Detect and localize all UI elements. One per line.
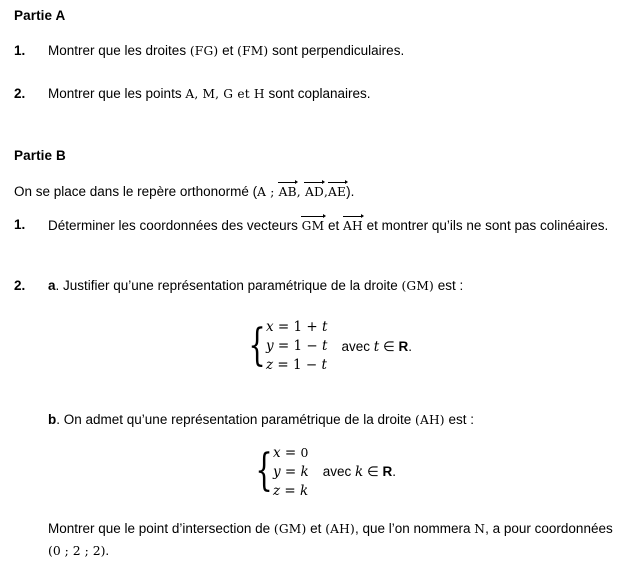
points-list: A, M, G et H <box>185 87 265 101</box>
condition-prefix: avec <box>341 338 374 354</box>
vector-ah <box>343 214 363 237</box>
equation-rhs: = <box>280 445 301 461</box>
condition-prefix: avec <box>322 464 356 479</box>
intro-text-before: On se place dans le repère orthonormé ( <box>14 184 258 199</box>
item-text-before: Montrer que les droites <box>48 43 190 58</box>
sub-question-b-text <box>48 409 608 431</box>
repere-intro-paragraph <box>14 180 609 203</box>
intro-text-after: ). <box>346 184 355 199</box>
item-text-before: Montrer que les points <box>48 86 186 101</box>
condition-suffix: . <box>408 338 412 354</box>
item-text-mid: et <box>324 218 344 233</box>
line-fg: (FG) <box>189 44 219 58</box>
variable-y: y <box>273 464 281 480</box>
equation-x <box>273 443 309 463</box>
vector-label: AB <box>278 185 297 199</box>
parameter-condition-ah <box>323 464 396 480</box>
vector-label: AD <box>304 185 324 199</box>
equation-y <box>266 337 327 356</box>
equation-z <box>266 356 327 375</box>
equation-rhs: = 1 − <box>273 357 322 373</box>
sub-label-a: a <box>48 278 56 293</box>
intersection-paragraph <box>48 518 614 561</box>
condition-set: R <box>382 464 393 479</box>
partie-b-heading: Partie B <box>14 148 66 163</box>
variable-x: x <box>273 445 281 461</box>
intro-comma-1: , <box>296 185 305 199</box>
equation-param: k <box>300 483 309 499</box>
parameter-condition-gm <box>341 339 412 355</box>
sub-question-a-text <box>48 275 594 297</box>
condition-suffix: . <box>392 464 396 479</box>
partie-a-item-1 <box>14 40 604 62</box>
intro-separator: ; <box>266 185 279 199</box>
equation-rhs: = 1 + <box>273 319 323 335</box>
equation-x <box>266 318 327 337</box>
variable-z: z <box>273 483 281 499</box>
item-number: 2. <box>14 86 26 101</box>
equation-param: t <box>322 338 328 354</box>
sub-b-text-before: . On admet qu’une représentation paramétrique de la droite <box>56 412 415 427</box>
coordinates-n: (0 ; 2 ; 2) <box>48 543 106 558</box>
partie-a-heading: Partie A <box>14 8 66 23</box>
variable-x: x <box>266 319 274 335</box>
item-number: 1. <box>14 217 26 232</box>
line-gm: (GM) <box>401 279 434 293</box>
sub-a-text-before: . Justifier qu’une représentation paramétrique de la droite <box>55 278 402 293</box>
item-number: 1. <box>14 43 26 58</box>
vector-ab <box>279 180 297 203</box>
equation-z <box>273 482 309 501</box>
vector-label: GM <box>301 219 325 233</box>
equation-list <box>273 443 309 501</box>
closing-text-before: Montrer que le point d’intersection de <box>48 521 274 536</box>
partie-b-item-1 <box>14 214 614 237</box>
sub-b-text-after: est : <box>444 412 474 427</box>
closing-text-final: . <box>105 543 110 558</box>
origin-point-a: A <box>257 185 267 199</box>
vector-label: AH <box>343 219 363 233</box>
closing-text-mid: et <box>306 521 326 536</box>
vector-gm <box>302 214 325 237</box>
closing-text-end: , a pour coordonnées <box>485 521 613 536</box>
item-text <box>48 40 604 62</box>
left-brace-icon: { <box>248 319 266 371</box>
item-number: 2. <box>14 278 26 293</box>
line-ah: (AH) <box>325 522 355 536</box>
line-gm: (GM) <box>273 522 307 536</box>
line-fm: (FM) <box>237 44 269 58</box>
vector-ae <box>328 180 346 203</box>
equation-param: t <box>322 319 328 335</box>
item-text-before: Déterminer les coordonnées des vecteurs <box>48 218 302 233</box>
parametric-system-gm <box>243 318 412 375</box>
parametric-system-ah <box>250 443 396 501</box>
condition-param: k <box>355 464 364 480</box>
item-text <box>48 214 614 237</box>
intro-comma-2: , <box>323 185 329 199</box>
item-text-after: sont perpendiculaires. <box>268 43 405 58</box>
closing-text-after: , que l’on nommera <box>354 521 475 536</box>
equation-param: 0 <box>300 445 309 460</box>
vector-label: AE <box>328 185 347 199</box>
item-text-mid: et <box>218 43 238 58</box>
sub-a-text-after: est : <box>434 278 464 293</box>
left-brace-icon: { <box>255 445 273 497</box>
equation-list <box>266 318 327 375</box>
item-text <box>48 83 604 105</box>
point-n: N <box>474 522 486 536</box>
line-ah: (AH) <box>414 413 445 427</box>
condition-membership: ∈ <box>379 338 399 354</box>
partie-a-item-2 <box>14 83 604 105</box>
condition-set: R <box>398 338 409 354</box>
variable-y: y <box>266 338 274 354</box>
equation-rhs: = <box>280 464 301 480</box>
equation-y <box>273 463 309 482</box>
equation-rhs: = 1 − <box>273 338 323 354</box>
equation-param: k <box>300 464 309 480</box>
variable-z: z <box>266 357 274 373</box>
equation-rhs: = <box>280 483 301 499</box>
sub-label-b: b <box>48 412 57 427</box>
partie-b-item-2 <box>14 275 594 297</box>
condition-membership: ∈ <box>363 464 383 479</box>
item-text-after: et montrer qu’ils ne sont pas colinéaires. <box>362 218 609 233</box>
equation-param: t <box>321 357 327 373</box>
item-text-after: sont coplanaires. <box>264 86 371 101</box>
vector-ad <box>305 180 324 203</box>
condition-param: t <box>373 338 380 355</box>
